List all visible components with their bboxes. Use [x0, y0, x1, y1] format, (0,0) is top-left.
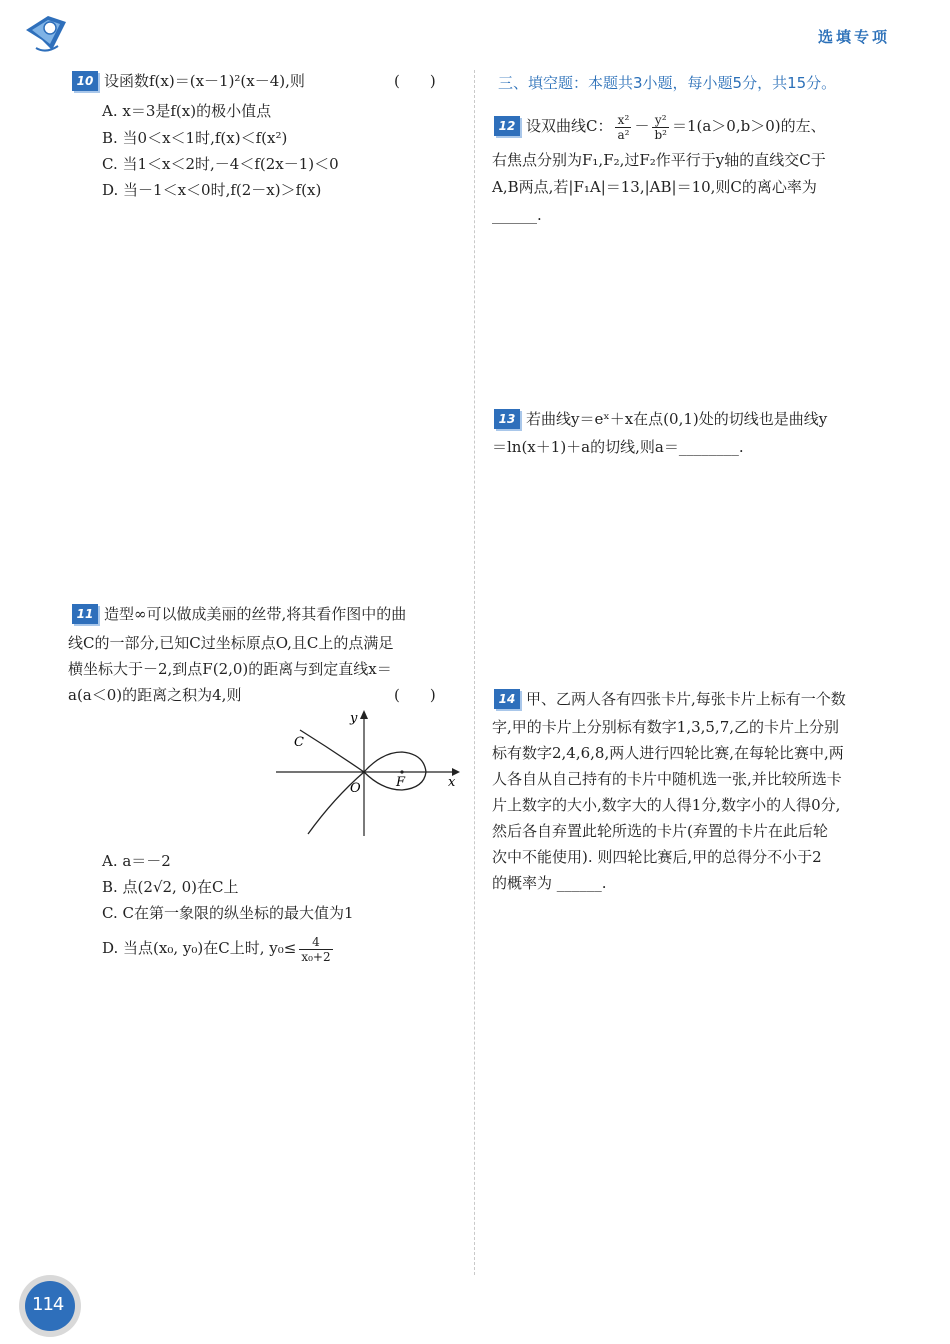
- q11-answer-bracket: ( ): [394, 686, 436, 704]
- x-axis-label: x: [448, 775, 456, 790]
- q14-line-2: 字,甲的卡片上分别标有数字1,3,5,7,乙的卡片上分别: [492, 718, 840, 736]
- q11-line-1: [72, 603, 406, 625]
- q14-line-4: 人各自从自己持有的卡片中随机选一张,并比较所选卡: [492, 770, 842, 788]
- q14-line-1: [494, 688, 846, 710]
- q10-stem-text: 设函数f(x)＝(x－1)²(x－4),则: [104, 72, 305, 90]
- q12-minus: －: [634, 117, 650, 135]
- q10-stem: [72, 70, 305, 92]
- q11-line-2: 线C的一部分,已知C过坐标原点O,且C上的点满足: [68, 634, 394, 652]
- q11-option-d-text: D. 当点(x₀, y₀)在C上时, y₀≤: [102, 939, 297, 957]
- q11-option-d-fraction: [299, 935, 332, 964]
- page-number: 114: [32, 1294, 64, 1315]
- fraction-numerator: y²: [652, 113, 669, 128]
- curve-c: [300, 730, 426, 834]
- q10-option-b: B. 当0＜x＜1时,f(x)＜f(x²): [102, 129, 288, 147]
- fraction-denominator: b²: [654, 127, 667, 142]
- brand-logo-icon: [22, 10, 70, 58]
- focus-point-f: [400, 770, 403, 773]
- q12-line-1: [494, 110, 826, 142]
- q12-line-1-suffix: ＝1(a＞0,b＞0)的左、: [671, 117, 826, 135]
- q12-number-badge: 12: [494, 116, 520, 136]
- fraction-denominator: a²: [617, 127, 630, 142]
- q11-line-1-text: 造型∞可以做成美丽的丝带,将其看作图中的曲: [104, 605, 407, 623]
- y-axis-arrow-icon: [360, 710, 368, 719]
- origin-label: O: [350, 781, 361, 796]
- q11-line-3: 横坐标大于－2,到点F(2,0)的距离与到定直线x＝: [68, 660, 392, 678]
- q14-line-8: 的概率为 ______.: [492, 874, 607, 892]
- fraction-numerator: 4: [299, 935, 332, 950]
- q14-line-7: 次中不能使用). 则四轮比赛后,甲的总得分不小于2: [492, 848, 822, 866]
- fraction-denominator: x₀+2: [301, 949, 331, 964]
- q14-line-1-text: 甲、乙两人各有四张卡片,每张卡片上标有一个数: [526, 690, 846, 708]
- q13-line-1-text: 若曲线y＝eˣ＋x在点(0,1)处的切线也是曲线y: [526, 410, 828, 428]
- q12-line-1-prefix: 设双曲线C：: [526, 117, 613, 135]
- column-divider: [474, 70, 475, 1275]
- q12-fraction-y: [652, 113, 669, 142]
- section-3-title: 三、填空题：本题共3小题，每小题5分，共15分。: [498, 74, 837, 92]
- q10-answer-bracket: ( ): [394, 72, 436, 90]
- q11-option-a: A. a＝－2: [102, 852, 171, 870]
- q14-line-6: 然后各自弃置此轮所选的卡片(弃置的卡片在此后轮: [492, 822, 828, 840]
- q11-option-b: B. 点(2√2, 0)在C上: [102, 878, 239, 896]
- q12-answer-blank: ______.: [492, 206, 542, 224]
- q12-fraction-x: [615, 113, 631, 142]
- q13-line-1: [494, 408, 827, 430]
- q11-figure: [270, 706, 470, 842]
- q13-number-badge: 13: [494, 409, 520, 429]
- header-title: 选填专项: [817, 28, 890, 46]
- q10-number-badge: 10: [72, 71, 98, 91]
- q10-option-c: C. 当1＜x＜2时,－4＜f(2x－1)＜0: [102, 155, 339, 173]
- q10-option-a: A. x＝3是f(x)的极小值点: [102, 102, 272, 120]
- q14-line-5: 片上数字的大小,数字大的人得1分,数字小的人得0分,: [492, 796, 841, 814]
- q14-number-badge: 14: [494, 689, 520, 709]
- y-axis-label: y: [350, 711, 358, 726]
- q11-option-d: [102, 930, 336, 966]
- fraction-numerator: x²: [615, 113, 631, 128]
- q11-option-c: C. C在第一象限的纵坐标的最大值为1: [102, 904, 354, 922]
- focus-label: F: [396, 775, 406, 790]
- curve-c-label: C: [294, 735, 304, 750]
- q11-number-badge: 11: [72, 604, 98, 624]
- q10-option-d: D. 当－1＜x＜0时,f(2－x)＞f(x): [102, 181, 322, 199]
- q12-line-2: 右焦点分别为F₁,F₂,过F₂作平行于y轴的直线交C于: [492, 151, 826, 169]
- q14-line-3: 标有数字2,4,6,8,两人进行四轮比赛,在每轮比赛中,两: [492, 744, 844, 762]
- q13-line-2: ＝ln(x＋1)＋a的切线,则a＝________.: [492, 438, 744, 456]
- q11-line-4: a(a＜0)的距离之积为4,则: [68, 686, 242, 704]
- q12-line-3: A,B两点,若|F₁A|＝13,|AB|＝10,则C的离心率为: [492, 178, 817, 196]
